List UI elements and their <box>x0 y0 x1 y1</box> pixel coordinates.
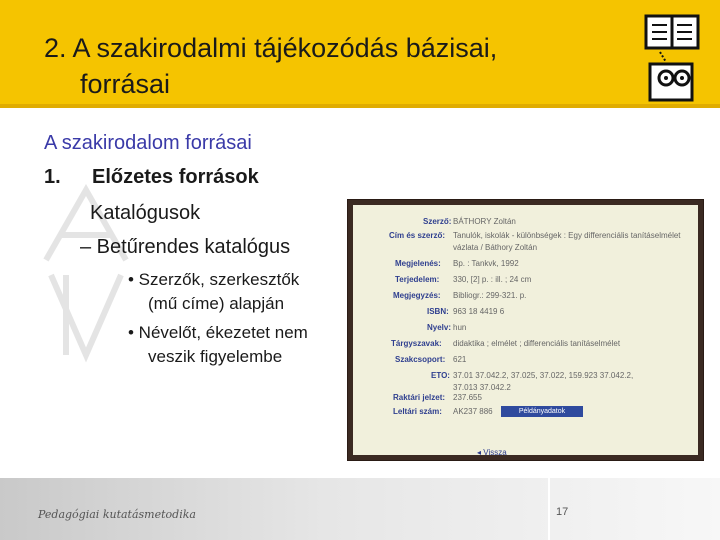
footer <box>0 478 720 540</box>
back-arrow-icon: ◂ <box>477 448 484 457</box>
bullet-1-line-2: (mű címe) alapján <box>148 294 285 313</box>
catalog-record: Szerző: BÁTHORY Zoltán Cím és szerző: Tanulók, iskolák - különbségek : Egy differenciális tanításelmélet vázlata / Báthory Zoltán Megjelenés: Bp. : Tankvk, 1992 Terjedelem: 330, [2] p. : ill. ; 24 cm Megjegyzés: Bibliogr.: 299-321. p. ISBN: 963 18 4419 6 Nyelv: hun Tárgyszavak: didaktika ; elmélet ; differenciális tanításelmélet Szakcsoport: 621 ETO: 37.01 37.042.2, 37.025, 37.022, 159.923 37.042.2, 37.013 37.042.2 Raktári jelzet: 237.655 Leltári szám: AK237 886 Példányadatok ◂ Vissza <box>353 205 698 455</box>
bullet-2-line-1: • Névelőt, ékezetet nem <box>128 323 308 342</box>
title-bar-edge <box>0 104 720 108</box>
section-heading: A szakirodalom forrásai <box>44 132 252 154</box>
copies-button[interactable]: Példányadatok <box>501 406 583 417</box>
slide-title-line2: forrásai <box>80 69 171 99</box>
back-label: Vissza <box>483 448 507 457</box>
item-number: 1. <box>44 166 61 188</box>
catalogs-label: Katalógusok <box>90 202 201 224</box>
catalog-screenshot <box>347 199 704 461</box>
page-number: 17 <box>556 506 569 518</box>
bullet-2-line-2: veszik figyelembe <box>148 347 283 366</box>
footer-course-title: Pedagógiai kutatásmetodika <box>38 508 196 521</box>
slide-title-line1: 2. A szakirodalmi tájékozódás bázisai, <box>44 33 498 63</box>
numbered-item <box>44 166 259 189</box>
item-label: Előzetes források <box>92 166 259 188</box>
back-link[interactable] <box>477 448 507 457</box>
dash-item: – Betűrendes katalógus <box>80 236 291 258</box>
book-reader-logo-icon <box>640 12 704 104</box>
footer-divider <box>548 478 550 540</box>
bullet-1-line-1: • Szerzők, szerkesztők <box>128 270 300 289</box>
slide-title <box>44 30 497 102</box>
